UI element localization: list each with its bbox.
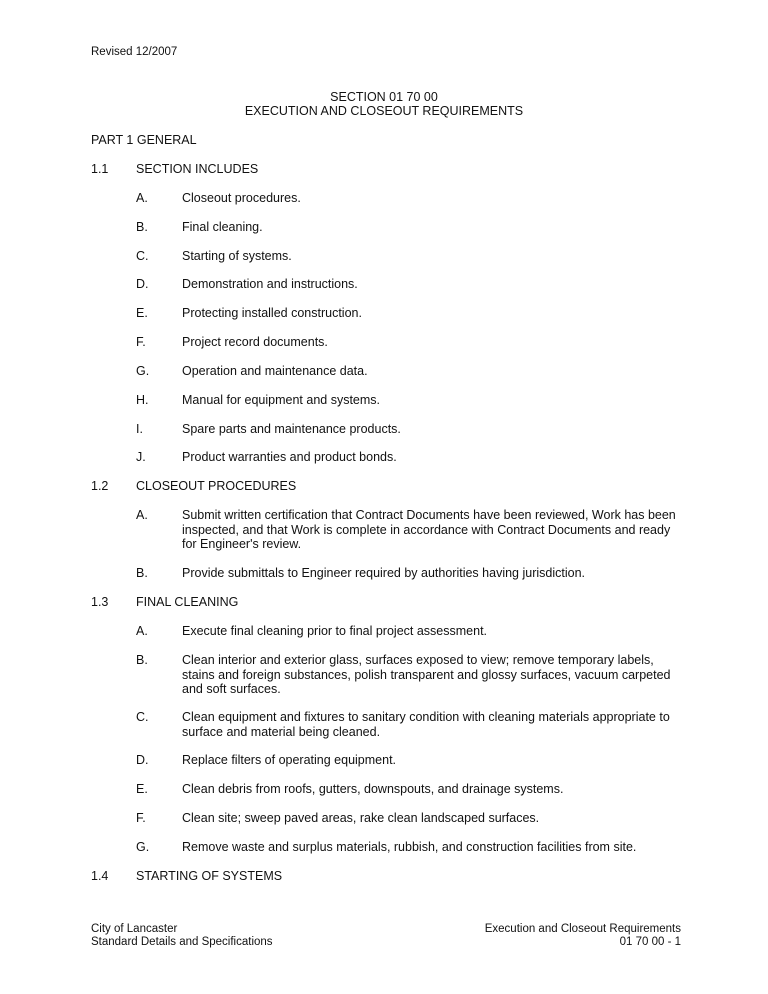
item-letter: A.: [136, 508, 148, 522]
item-text: Closeout procedures.: [182, 191, 301, 205]
item-text: Manual for equipment and systems.: [182, 393, 381, 407]
article-title: FINAL CLEANING: [136, 595, 239, 609]
item-letter: F.: [136, 811, 146, 825]
footer-page-number: 01 70 00 - 1: [619, 936, 681, 948]
item-text: Product warranties and product bonds.: [182, 450, 397, 464]
footer-document-set: Standard Details and Specifications: [91, 936, 273, 948]
article-title: STARTING OF SYSTEMS: [136, 869, 283, 883]
item-text: Final cleaning.: [182, 220, 263, 234]
item-text: Execute final cleaning prior to final project assessment.: [182, 624, 488, 638]
section-number: SECTION 01 70 00: [330, 90, 438, 104]
footer-organization: City of Lancaster: [91, 923, 178, 935]
item-text: Provide submittals to Engineer required by authorities having jurisdiction.: [182, 566, 585, 580]
item-letter: D.: [136, 277, 149, 291]
item-letter: C.: [136, 710, 149, 724]
item-letter: H.: [136, 393, 149, 407]
item-text: Remove waste and surplus materials, rubbish, and construction facilities from site.: [182, 840, 637, 854]
item-text: Clean equipment and fixtures to sanitary condition with cleaning materials appropriate to surface and material being cleaned.: [182, 710, 670, 739]
article-number: 1.4: [91, 869, 109, 883]
item-letter: J.: [136, 450, 146, 464]
item-text: Starting of systems.: [182, 249, 292, 263]
item-text: Replace filters of operating equipment.: [182, 753, 397, 767]
item-letter: B.: [136, 220, 148, 234]
item-letter: B.: [136, 566, 148, 580]
article-title: CLOSEOUT PROCEDURES: [136, 479, 297, 493]
article-title: SECTION INCLUDES: [136, 162, 259, 176]
item-text: Spare parts and maintenance products.: [182, 422, 401, 436]
item-text: Operation and maintenance data.: [182, 364, 368, 378]
article-number: 1.2: [91, 479, 109, 493]
footer-section-title: Execution and Closeout Requirements: [484, 923, 681, 935]
item-letter: B.: [136, 653, 148, 667]
article-number: 1.1: [91, 162, 109, 176]
item-letter: E.: [136, 782, 148, 796]
item-letter: G.: [136, 364, 150, 378]
item-letter: E.: [136, 306, 148, 320]
article-number: 1.3: [91, 595, 109, 609]
item-letter: D.: [136, 753, 149, 767]
item-letter: A.: [136, 624, 148, 638]
item-text: Protecting installed construction.: [182, 306, 362, 320]
item-text: Clean interior and exterior glass, surfaces exposed to view; remove temporary labels, stains and foreign substances, polish transparent and glossy surfaces, vacuum carpeted and soft surfaces.: [182, 653, 671, 696]
item-text: Submit written certification that Contract Documents have been reviewed, Work has been inspected, and that Work is complete in accordance with Contract Documents and ready for Engineer's review.: [182, 508, 676, 551]
item-text: Demonstration and instructions.: [182, 277, 358, 291]
part-heading: PART 1 GENERAL: [91, 133, 197, 147]
revision-date: Revised 12/2007: [91, 46, 178, 58]
item-letter: A.: [136, 191, 148, 205]
item-letter: F.: [136, 335, 146, 349]
item-text: Project record documents.: [182, 335, 328, 349]
item-text: Clean debris from roofs, gutters, downspouts, and drainage systems.: [182, 782, 564, 796]
section-title: EXECUTION AND CLOSEOUT REQUIREMENTS: [244, 104, 524, 118]
item-letter: G.: [136, 840, 150, 854]
item-letter: C.: [136, 249, 149, 263]
item-text: Clean site; sweep paved areas, rake clean landscaped surfaces.: [182, 811, 540, 825]
item-letter: I.: [136, 422, 143, 436]
